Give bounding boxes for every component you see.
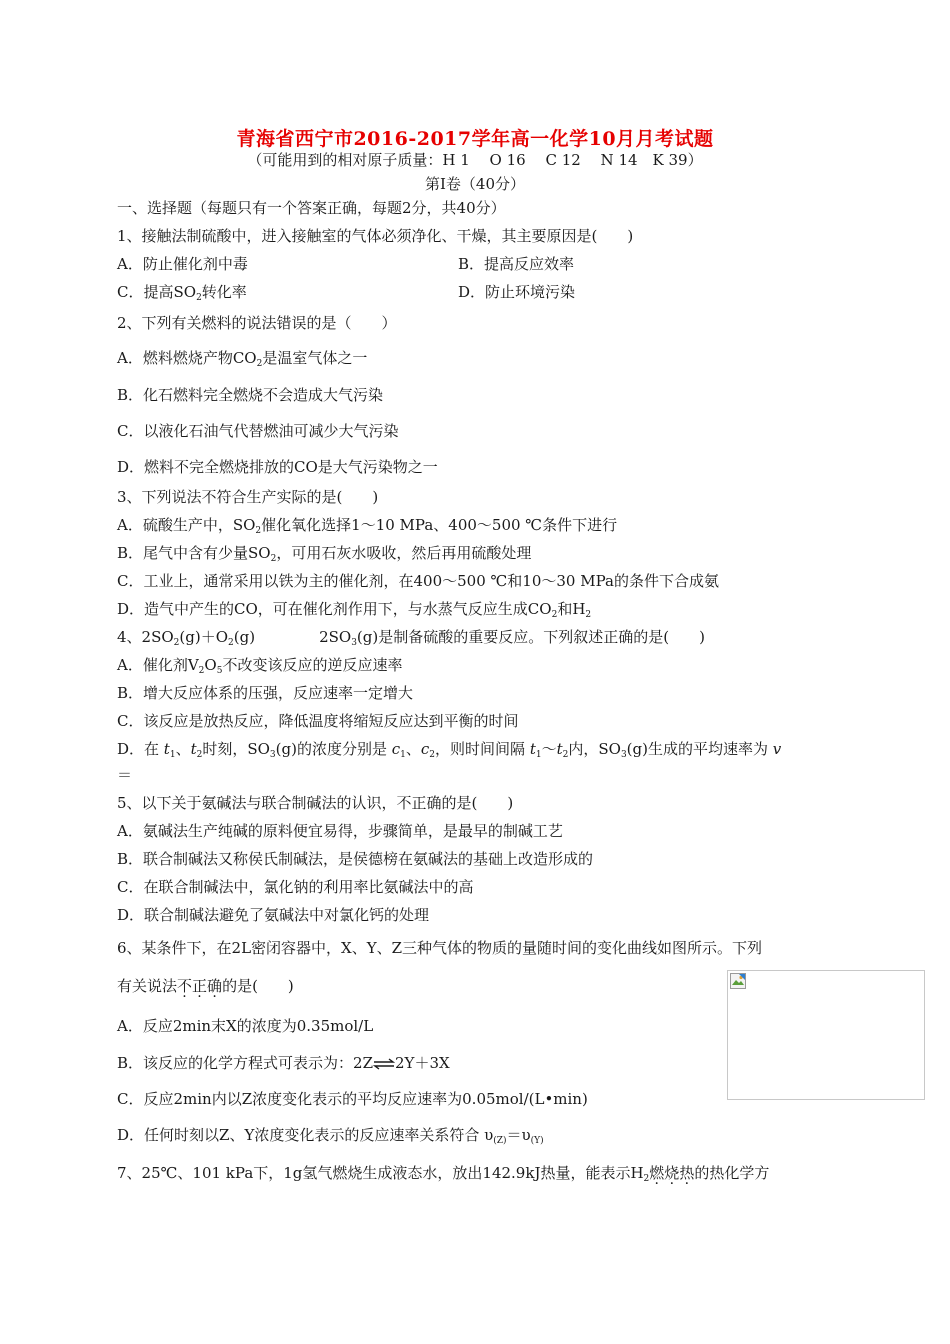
q1-option-b: B．提高反应效率: [458, 255, 575, 273]
question-2-stem: 2、下列有关燃料的说法错误的是（ ）: [117, 314, 397, 332]
q3-option-b: [117, 543, 531, 569]
emphasis-dotted: [649, 1164, 694, 1182]
text: ，可用石灰水吸收，然后再用硫酸处理: [276, 544, 532, 562]
subscript: 2: [255, 526, 262, 536]
question-5-stem: 5、以下关于氨碱法与联合制碱法的认识，不正确的是( ): [117, 794, 514, 812]
subscript: 2: [643, 1174, 650, 1184]
text: ＝υ: [506, 1126, 531, 1144]
dotted-char: 燃: [649, 1164, 665, 1182]
q5-option-b: B．联合制碱法又称侯氏制碱法，是侯德榜在氨碱法的基础上改造形成的: [117, 850, 594, 868]
q6-option-c: C．反应2min内以Z浓度变化表示的平均反应速率为0.05mol/(L•min): [117, 1090, 588, 1108]
subscript: 2: [228, 638, 234, 648]
question-6-stem-line-2: [117, 976, 294, 996]
subscript: 3: [351, 638, 357, 648]
text: A．燃料燃烧产物CO: [117, 349, 257, 367]
variable: v: [772, 740, 782, 758]
text: 7、25℃、101 kPa下，1g氢气燃烧生成液态水，放出142.9kJ热量，能表示H: [117, 1164, 644, 1182]
text: 有关说法: [117, 977, 178, 995]
subscript: (Z): [493, 1136, 507, 1146]
volume-heading: 第Ⅰ卷（40分）: [424, 175, 525, 193]
text: 不改变该反应的逆反应速率: [222, 656, 403, 674]
text: 的热化学方: [694, 1164, 770, 1182]
text: (g)＋O: [179, 628, 229, 646]
subscript: 3: [620, 750, 627, 760]
variable: t: [163, 740, 170, 758]
subscript: 2: [256, 359, 263, 369]
question-7-stem: [117, 1163, 769, 1189]
question-3-stem: 3、下列说法不符合生产实际的是( ): [117, 488, 379, 506]
dotted-char: 烧: [664, 1164, 680, 1182]
q2-option-c: C．以液化石油气代替燃油可减少大气污染: [117, 422, 399, 440]
question-4-stem: [117, 627, 705, 653]
graph-image-placeholder: [727, 970, 925, 1100]
section-heading: 一、选择题（每题只有一个答案正确，每题2分，共40分）: [117, 199, 506, 217]
text: D．在: [117, 740, 164, 758]
q4-option-a: [117, 655, 402, 681]
emphasis-dotted: [177, 977, 222, 995]
text: 4、2SO: [117, 628, 174, 646]
subscript: 3: [269, 750, 276, 760]
text: 2Y＋3X: [395, 1054, 450, 1072]
dotted-char: 不: [177, 977, 193, 995]
subscript: 1: [169, 750, 176, 760]
dotted-char: 确: [207, 977, 223, 995]
q6-option-a: A．反应2min末X的浓度为0.35mol/L: [117, 1017, 374, 1035]
text: O: [204, 656, 217, 674]
q2-option-a: [117, 348, 367, 374]
text: 的是( ): [222, 977, 294, 995]
variable: t: [190, 740, 197, 758]
broken-image-icon: [730, 973, 746, 989]
q3-option-c: C．工业上，通常采用以铁为主的催化剂，在400～500 ℃和10～30 MPa的条件下合成氨: [117, 572, 719, 590]
q5-option-d: D．联合制碱法避免了氨碱法中对氯化钙的处理: [117, 906, 430, 924]
page-title: 青海省西宁市2016-2017学年高一化学10月月考试题: [236, 128, 714, 150]
q6-option-d: [117, 1125, 544, 1151]
subscript: 2: [173, 638, 180, 648]
atomic-mass-note: （可能用到的相对原子质量：H 1 O 16 C 12 N 14 K 39）: [247, 151, 703, 169]
q6-option-b: [117, 1053, 450, 1073]
equilibrium-arrow-icon: [373, 1058, 395, 1070]
text: (g)生成的平均速率为: [626, 740, 773, 758]
text: B．尾气中含有少量SO: [117, 544, 271, 562]
dotted-char: 正: [192, 977, 208, 995]
text: 是温室气体之一: [262, 349, 368, 367]
q1-option-a: A．防止催化剂中毒: [117, 255, 248, 273]
q4-option-b: B．增大反应体系的压强，反应速率一定增大: [117, 684, 414, 702]
text: ～: [541, 740, 557, 758]
text: 内，SO: [568, 740, 621, 758]
text: D．任何时刻以Z、Y浓度变化表示的反应速率关系符合 υ: [117, 1126, 494, 1144]
subscript: 2: [585, 610, 592, 620]
q4-option-d-equals: ＝: [117, 766, 133, 784]
variable: t: [529, 740, 536, 758]
q4-option-d: [117, 739, 781, 765]
q2-option-d: D．燃料不完全燃烧排放的CO是大气污染物之一: [117, 458, 438, 476]
text: (g): [233, 628, 256, 646]
subscript: 1: [400, 750, 406, 760]
q1-option-c: [117, 282, 247, 308]
q2-option-b: B．化石燃料完全燃烧不会造成大气污染: [117, 386, 384, 404]
text: A．催化剂V: [117, 656, 199, 674]
text: D．造气中产生的CO，可在催化剂作用下，与水蒸气反应生成CO: [117, 600, 552, 618]
dotted-char: 热: [679, 1164, 695, 1182]
text: 、: [405, 740, 421, 758]
text: C．提高SO: [117, 283, 197, 301]
subscript: (Y): [530, 1136, 544, 1146]
subscript: 2: [270, 554, 277, 564]
text: A．硫酸生产中，SO: [117, 516, 256, 534]
text: (g)的浓度分别是: [275, 740, 392, 758]
variable: c: [391, 740, 401, 758]
text: (g)是制备硫酸的重要反应。下列叙述正确的是( ): [356, 628, 705, 646]
text: 和H: [557, 600, 586, 618]
subscript: 2: [198, 666, 205, 676]
text: 2SO: [319, 628, 352, 646]
q5-option-a: A．氨碱法生产纯碱的原料便宜易得，步骤简单，是最早的制碱工艺: [117, 822, 563, 840]
subscript: 2: [551, 610, 558, 620]
q5-option-c: C．在联合制碱法中，氯化钠的利用率比氨碱法中的高: [117, 878, 474, 896]
text: 时刻，SO: [202, 740, 270, 758]
text: 转化率: [201, 283, 247, 301]
subscript: 1: [535, 750, 542, 760]
variable: t: [556, 740, 563, 758]
subscript: 2: [562, 750, 569, 760]
text: 、: [175, 740, 191, 758]
subscript: 2: [196, 750, 203, 760]
q3-option-d: [117, 599, 591, 625]
subscript: 2: [429, 750, 436, 760]
text: ，则时间间隔: [435, 740, 530, 758]
text: B．该反应的化学方程式可表示为：2Z: [117, 1054, 373, 1072]
subscript: 5: [216, 666, 223, 676]
q3-option-a: [117, 515, 617, 541]
text: 催化氧化选择1～10 MPa、400～500 ℃条件下进行: [261, 516, 618, 534]
question-1-stem: 1、接触法制硫酸中，进入接触室的气体必须净化、干燥，其主要原因是( ): [117, 227, 634, 245]
question-6-stem-line-1: 6、某条件下，在2L密闭容器中，X、Y、Z三种气体的物质的量随时间的变化曲线如图所示。下列: [117, 939, 763, 957]
variable: c: [420, 740, 430, 758]
q4-option-c: C．该反应是放热反应，降低温度将缩短反应达到平衡的时间: [117, 712, 519, 730]
q1-option-d: D．防止环境污染: [458, 283, 576, 301]
subscript: 2: [196, 293, 202, 303]
